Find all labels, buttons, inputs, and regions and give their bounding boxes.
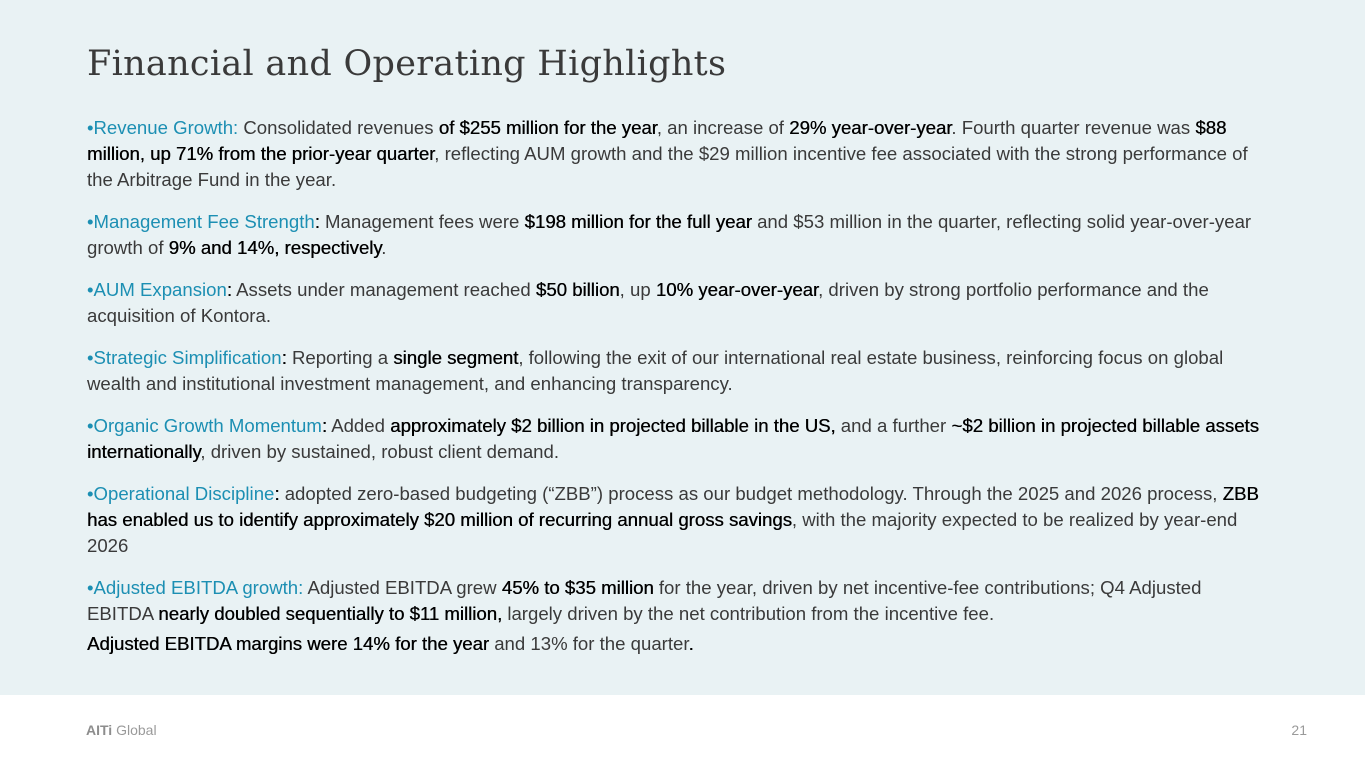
highlight-emphasis: : xyxy=(281,347,292,368)
highlight-text: Added xyxy=(331,415,391,436)
brand-logo xyxy=(86,722,157,738)
highlight-heading: •Adjusted EBITDA growth: xyxy=(87,577,304,598)
highlights-list xyxy=(87,115,1267,657)
highlight-item xyxy=(87,575,1267,657)
footer xyxy=(0,695,1365,768)
highlight-text: adopted zero-based budgeting (“ZBB”) process as our budget methodology. Through the 2025 and 2026 process, xyxy=(284,483,1223,504)
highlight-item xyxy=(87,481,1267,559)
highlight-heading: •Operational Discipline xyxy=(87,483,275,504)
highlight-heading: •Management Fee Strength xyxy=(87,211,315,232)
highlight-heading: •Strategic Simplification xyxy=(87,347,282,368)
brand-name-rest: Global xyxy=(112,722,157,738)
highlight-emphasis: : xyxy=(274,483,285,504)
highlight-emphasis: of $255 million for the year xyxy=(438,117,657,138)
highlight-text: Assets under management reached xyxy=(236,279,536,300)
highlight-text: , driven by strong portfolio performance and the acquisition of Kontora. xyxy=(87,279,1209,326)
highlight-emphasis: $198 million for the full year xyxy=(524,211,752,232)
highlight-item xyxy=(87,413,1267,465)
highlight-text: , an increase of xyxy=(656,117,790,138)
highlight-text: Adjusted EBITDA grew xyxy=(303,577,502,598)
highlight-emphasis: ~$2 billion in projected billable assets internationally xyxy=(87,415,1259,462)
brand-name-strong: AITi xyxy=(86,722,113,738)
highlight-text: and $53 million in the quarter, reflecting solid year-over-year growth of xyxy=(87,211,1252,258)
highlight-item xyxy=(87,209,1267,261)
highlight-text: , up xyxy=(619,279,656,300)
highlight-text: and 13% for the quarter xyxy=(489,633,689,654)
highlight-emphasis: Adjusted EBITDA margins were 14% for the year xyxy=(87,633,490,654)
highlight-text: , reflecting AUM growth and the $29 million incentive fee associated with the strong performance of the Arbitrage Fund in the year. xyxy=(87,143,1248,190)
highlight-emphasis: approximately $2 billion in projected billable in the US, xyxy=(390,415,836,436)
highlight-text: Reporting a xyxy=(291,347,394,368)
highlight-heading: •AUM Expansion xyxy=(87,279,227,300)
page-title: Financial and Operating Highlights xyxy=(87,44,727,84)
highlight-emphasis: 29% year-over-year xyxy=(789,117,952,138)
page-number: 21 xyxy=(1291,722,1307,738)
highlight-heading: •Revenue Growth: xyxy=(87,117,239,138)
highlight-text: Management fees were xyxy=(325,211,525,232)
highlight-heading: •Organic Growth Momentum xyxy=(87,415,322,436)
highlight-text: , following the exit of our international real estate business, reinforcing focus on global wealth and institutional investment management, and enhancing transparency. xyxy=(87,347,1224,394)
highlight-emphasis: single segment xyxy=(393,347,519,368)
highlight-emphasis: $50 billion xyxy=(535,279,620,300)
highlight-emphasis: 10% year-over-year xyxy=(655,279,819,300)
highlight-text: . xyxy=(381,237,387,258)
highlight-text: . Fourth quarter revenue was xyxy=(951,117,1196,138)
highlight-emphasis: ZBB has enabled us to identify approximately $20 million of recurring annual gross savings xyxy=(87,483,1259,530)
highlight-emphasis: 45% to $35 million xyxy=(501,577,654,598)
highlight-emphasis: : xyxy=(314,211,326,232)
highlight-emphasis: : xyxy=(226,279,237,300)
highlight-emphasis: nearly doubled sequentially to $11 million, xyxy=(158,603,503,624)
highlight-text: , driven by sustained, robust client demand. xyxy=(200,441,560,462)
highlight-emphasis: $88 million, up 71% from the prior-year quarter xyxy=(87,117,1227,164)
highlight-item xyxy=(87,345,1267,397)
highlight-text: Consolidated revenues xyxy=(238,117,439,138)
highlight-text: largely driven by the net contribution from the incentive fee. xyxy=(502,603,995,624)
highlight-text: and a further xyxy=(835,415,952,436)
highlight-continuation xyxy=(87,631,1267,657)
highlight-emphasis: : xyxy=(321,415,332,436)
highlight-text: , with the majority expected to be realized by year-end 2026 xyxy=(87,509,1238,556)
highlight-text: for the year, driven by net incentive-fee contributions; Q4 Adjusted EBITDA xyxy=(87,577,1202,624)
highlight-emphasis: . xyxy=(688,633,694,654)
highlight-item xyxy=(87,115,1267,193)
highlight-emphasis: 9% and 14%, respectively xyxy=(168,237,382,258)
highlight-item xyxy=(87,277,1267,329)
